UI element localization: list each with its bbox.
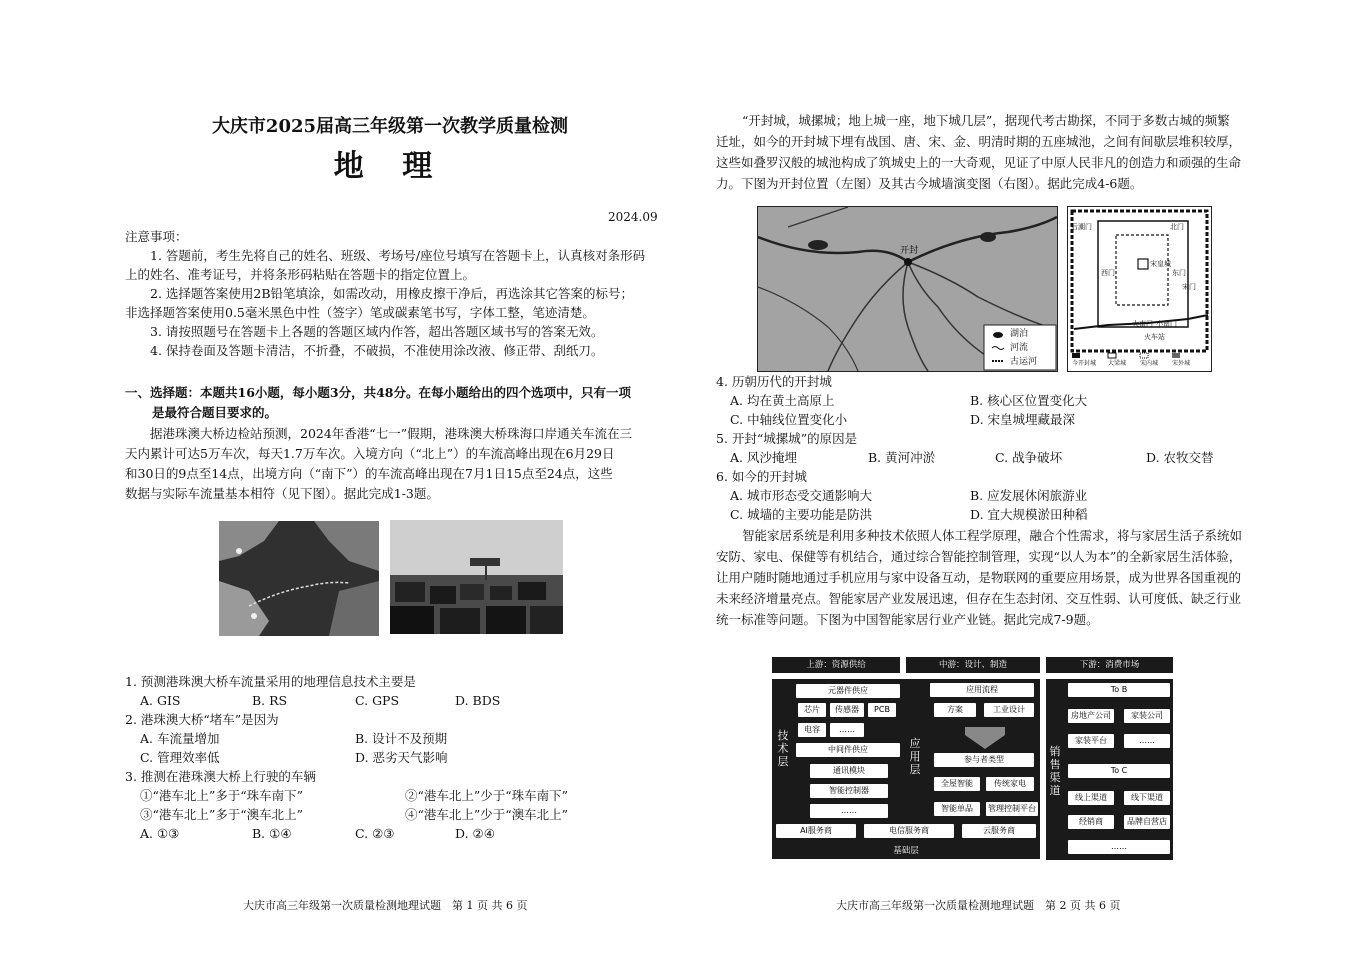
page-title: 大庆市2025届高三年级第一次教学质量检测 [211,116,569,137]
option: D. BDS [455,693,501,708]
ellipsis-box: …… [830,723,864,737]
dealer-box: 经销商 [1068,815,1114,829]
legend-lake: 湖泊 [1010,329,1029,339]
passage-line: 力。下图为开封位置（左图）及其古今城墙演变图（右图）。据此完成4-6题。 [716,176,1143,191]
map-label: 后潮门 [1071,223,1092,231]
option: C. 战争破坏 [995,450,1063,465]
passage-line: 迁址，如今的开封城下埋有战国、唐、宋、金、明清时期的五座城池，之间有间歇层堆积较厚， [716,134,1242,149]
upstream-header: 上游：资源供给 [772,657,900,673]
ai-provider-box: AI服务商 [776,824,856,838]
plan-box: 方案 [934,703,976,717]
option: C. 中轴线位置变化小 [730,412,848,427]
sensor-box: 传感器 [830,703,864,717]
statement: ③“港车北上”多于“澳车北上” [140,807,304,822]
notice-line: 上的姓名、准考证号，并将条形码粘贴在答题卡的指定位置上。 [125,267,476,282]
passage-line: 让用户随时随地通过手机应用与家中设备互动，是物联网的重要应用场景，成为世界各国重视的 [716,570,1242,585]
option: D. 恶劣天气影响 [355,750,448,765]
passage-line: 数据与实际车流量基本相符（见下图）。据此完成1-3题。 [125,486,439,501]
option: D. ②④ [455,826,495,841]
question-stem: 3. 推测在港珠澳大桥上行驶的车辆 [125,769,316,784]
legend-canal: 古运河 [1010,357,1038,367]
question-stem: 4. 历朝历代的开封城 [716,374,832,389]
section-heading: 一、选择题：本题共16小题，每小题3分，共48分。在每小题给出的四个选项中，只有一项 [125,385,631,400]
ellipsis-box: …… [810,804,888,818]
traffic-photo [390,520,563,634]
option: A. GIS [140,693,181,708]
option: B. 核心区位置变化大 [970,393,1088,408]
middleware-box: 中间件供应 [796,743,900,757]
statement: ④“港车北上”少于“澳车北上” [405,807,569,822]
tech-layer-label: 技术层 [777,729,789,768]
passage-line: 天内累计可达5万车次，每天1.7万车次。入境方向（“北上”）的车流高峰出现在6月29日 [125,446,615,461]
option: B. 应发展休闲旅游业 [970,488,1088,503]
map-label: 大南门 [1132,320,1153,328]
deco-platform-box: 家装平台 [1068,734,1114,748]
chip-box: 芯片 [798,703,826,717]
map-label: 宋门 [1182,283,1196,291]
option: B. 设计不及预期 [355,731,448,746]
participant-type-box: 参与者类型 [934,753,1034,767]
app-layer-label: 应用层 [909,737,921,776]
option: B. RS [252,693,288,708]
ellipsis-box: …… [1124,734,1170,748]
sales-channel-label: 销售渠道 [1049,745,1061,797]
tob-box: To B [1068,683,1170,697]
passage-line: 统一标准等问题。下图为中国智能家居行业产业链。据此完成7-9题。 [716,612,1099,627]
exam-date: 2024.09 [608,210,658,224]
question-stem: 5. 开封“城摞城”的原因是 [716,431,858,446]
legend-river: 河流 [1010,343,1029,353]
cloud-provider-box: 云服务商 [962,824,1036,838]
realty-box: 房地产公司 [1068,709,1114,723]
option: A. 风沙掩埋 [730,450,797,465]
option: B. 黄河冲淤 [868,450,936,465]
controller-box: 智能控制器 [810,784,888,798]
toc-box: To C [1068,764,1170,778]
offline-channel-box: 线下渠道 [1124,791,1170,805]
map-label: 西门 [1101,269,1115,277]
kaifeng-location-map [757,206,1058,372]
traditional-appliance-box: 传统家电 [986,777,1034,791]
statement: ①“港车北上”多于“珠车南下” [140,788,304,803]
passage-line: 据港珠澳大桥边检站预测，2024年香港“七一”假期，港珠澳大桥珠海口岸通关车流在三 [150,426,633,441]
industrial-design-box: 工业设计 [984,703,1034,717]
pcb-box: PCB [868,703,896,717]
notice-line: 2. 选择题答案使用2B铅笔填涂，如需改动，用橡皮擦干净后，再选涂其它答案的标号； [150,286,634,301]
option: B. ①④ [252,826,292,841]
map-legend: 大梁城 [1108,360,1127,367]
passage-line: 和30日的9点至14点，出境方向（“南下”）的车流高峰出现在7月1日15点至24点，这些 [125,466,613,481]
notice-title: 注意事项： [125,229,188,244]
brand-store-box: 品牌自营店 [1124,815,1170,829]
mgmt-platform-box: 管理控制平台 [986,802,1038,816]
option: A. 均在黄土高原上 [730,393,835,408]
comm-module-box: 通讯模块 [810,764,888,778]
passage-line: 未来经济增量亮点。智能家居产业发展迅速，但存在生态封闭、交互性弱、认可度低、缺乏行业 [716,591,1242,606]
section-heading-cont: 是最符合题目要求的。 [152,405,278,420]
subject-title: 地 理 [333,149,447,184]
map-label: 东门 [1172,269,1186,277]
map-legend: 宋内城 [1140,360,1159,367]
notice-line: 4. 保持卷面及答题卡清洁，不折叠，不破损，不准使用涂改液、修正带、刮纸刀。 [150,343,604,358]
smart-home-industry-chain [772,657,1173,860]
notice-line: 非选择题答案使用0.5毫米黑色中性（签字）笔或碳素笔书写，字体工整，笔迹清楚。 [125,305,595,320]
statement: ②“港车北上”少于“珠车南下” [405,788,569,803]
option: A. 城市形态受交通影响大 [730,488,872,503]
page-footer: 大庆市高三年级第一次质量检测地理试题 第 2 页 共 6 页 [836,899,1121,912]
passage-line: 智能家居系统是利用多种技术依照人体工程学原理，融合个性需求，将与家居生活子系统如 [742,528,1243,543]
midstream-header: 中游：设计、制造 [906,657,1040,673]
decoration-box: 家装公司 [1124,709,1170,723]
notice-line: 3. 请按照题号在答题卡上各题的答题区域内作答，超出答题区域书写的答案无效。 [150,324,604,339]
telecom-provider-box: 电信服务商 [864,824,954,838]
option: A. ①③ [140,826,180,841]
single-product-box: 智能单品 [934,802,980,816]
option: C. 管理效率低 [140,750,220,765]
passage-line: 安防、家电、保健等有机结合，通过综合智能控制管理，实现“以人为本”的全新家居生活体验， [716,549,1242,564]
base-layer: 基础层 [772,843,1040,859]
map-city-label: 开封 [900,246,919,256]
components-box: 元器件供应 [796,684,900,698]
down-arrow-icon [960,727,1010,749]
ellipsis-box: …… [1068,840,1170,854]
downstream-header: 下游：消费市场 [1046,657,1173,673]
option: C. 城墙的主要功能是防洪 [730,507,873,522]
option: A. 车流量增加 [140,731,220,746]
satellite-photo [219,521,379,636]
page-footer: 大庆市高三年级第一次质量检测地理试题 第 1 页 共 6 页 [243,899,528,912]
option: C. GPS [355,693,400,708]
online-channel-box: 线上渠道 [1068,791,1114,805]
passage-line: 这些如叠罗汉般的城池构成了筑城史上的一大奇观，见证了中原人民非凡的创造力和顽强的生命 [716,155,1242,170]
app-flow-box: 应用流程 [930,683,1034,697]
option: D. 宋皇城埋藏最深 [970,412,1076,427]
map-label: 小南门 [1156,320,1177,328]
notice-line: 1. 答题前，考生先将自己的姓名、班级、考场号/座位号填写在答题卡上，认真核对条形码 [150,248,646,263]
question-stem: 2. 港珠澳大桥“堵车”是因为 [125,712,279,727]
whole-house-box: 全屋智能 [934,777,980,791]
map-legend: 宋外城 [1172,360,1191,367]
map-label: 宋皇城 [1150,260,1171,268]
option: D. 农牧交替 [1146,450,1214,465]
map-legend: 今开封城 [1072,360,1097,367]
map-label: 火车站 [1144,333,1165,341]
city-wall-evolution-map [1067,206,1212,372]
map-label: 北门 [1170,223,1184,231]
option: C. ②③ [355,826,395,841]
question-stem: 1. 预测港珠澳大桥车流量采用的地理信息技术主要是 [125,674,416,689]
option: D. 宜大规模淤田种稻 [970,507,1088,522]
capacitor-box: 电容 [798,723,826,737]
question-stem: 6. 如今的开封城 [716,469,807,484]
passage-line: “开封城，城摞城；地上城一座，地下城几层”，据现代考古勘探，不同于多数古城的频繁 [742,113,1230,128]
